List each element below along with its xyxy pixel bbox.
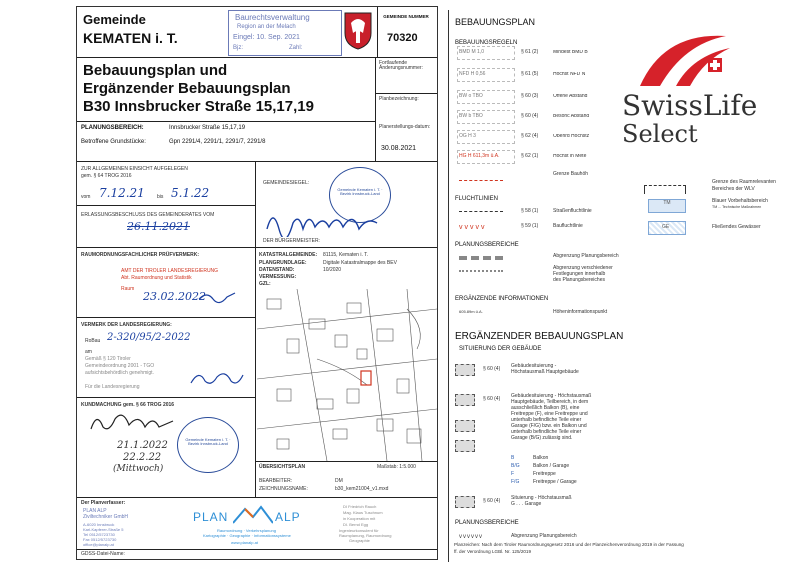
betroffene-label: Betroffene Grundstücke: (81, 139, 146, 145)
auflegung-heading2: gem. § 64 TROG 2016 (81, 173, 132, 179)
regel-para: § 60 (4) (521, 113, 539, 119)
ebp2-line: Garage (B/G) zulässig sind. (511, 435, 573, 441)
bis-value: 5.1.22 (171, 186, 210, 200)
gemeinde-nummer: 70320 (387, 32, 418, 44)
partner3: in Kooperation mit (343, 516, 376, 521)
planungsbereiche-title: PLANUNGSBEREICHE (455, 242, 519, 248)
hoehen-label: Höheninformationspunkt (553, 309, 608, 315)
ebp3a: Situierung - Höchstausmaß (511, 495, 572, 501)
gemeinde-nummer-label: GEMEINDE NUMMER (383, 14, 429, 19)
fluchtlinien-title: FLUCHTLINIEN (455, 196, 499, 202)
planverfasser-tel: Tel 0512/5723730 (83, 532, 115, 537)
abbr-key: F (511, 471, 515, 477)
plan-sheet (76, 6, 438, 560)
bearbeiter-label: BEARBEITER: (259, 478, 293, 484)
ebp2-swatch-c (455, 440, 475, 452)
gemeinde-label: Gemeinde (83, 12, 146, 27)
planverfasser-addr1: A-6020 Innsbruck (83, 522, 115, 527)
wlv-r3: Fließendes Gewässer (712, 224, 761, 230)
ebp2-swatch-b (455, 420, 475, 432)
regel-code: BMD M 1,0 (459, 49, 485, 55)
regel-code: NFD H 0,56 (459, 71, 486, 77)
mountain-icon (233, 505, 273, 525)
wlv-r1a: Grenze des Raumrelevanten (712, 179, 776, 185)
regel-desc: Besonc Abstand (553, 114, 590, 119)
landes-line5: aufsichtsbehördlich genehmigt. (85, 370, 154, 376)
regel-desc: Offene Abstand (553, 94, 588, 99)
raumordnung-date: 23.02.2022 (143, 290, 206, 303)
gemeinde-siegel-stamp: Gemeinde Kematen i. T. · Bezirk Innsbruck-Land (329, 167, 391, 223)
abbr-key: B (511, 455, 515, 461)
signature-buergermeister-1 (263, 203, 383, 237)
datenstand-label: DATENSTAND: (259, 267, 295, 273)
uebersichtsplan-label: ÜBERSICHTSPLAN (259, 464, 306, 470)
plangrundlage-label: PLANGRUNDLAGE: (259, 260, 307, 266)
partner2: Mag. Klaus Tuschnum (343, 510, 383, 515)
planungsbereiche2-title: PLANUNGSBEREICHE (455, 520, 519, 526)
bis-label: bis (157, 194, 164, 200)
landes-line3: Gemäß § 120 Tiroler (85, 356, 131, 362)
regel-code-frame (457, 90, 515, 104)
ergaenz-info-title: ERGÄNZENDE INFORMATIONEN (455, 296, 549, 302)
massstab: Maßstab: 1:5.000 (377, 464, 416, 470)
gemeindesiegel-label: GEMEINDESIEGEL: (263, 180, 310, 186)
fliessendes-gewaesser-swatch: GE (648, 221, 686, 235)
betroffene-value: Gpn 2291/4, 2291/1, 2291/7, 2291/8 (169, 139, 266, 145)
ebp1-swatch (455, 364, 475, 376)
planungsbereich-label: PLANUNGSBEREICH: (81, 125, 144, 131)
kundmachung-date2: 22.2.22 (123, 452, 162, 463)
raumordnung-stamp2: Abt. Raumordnung und Statistik (121, 275, 192, 281)
regel-desc: Mindest BMD B (553, 50, 588, 55)
regel-para: § 61 (5) (521, 71, 539, 77)
gemeinde-crest-icon (343, 11, 373, 51)
ebp1b: Höchstausmaß Hauptgebäude (511, 369, 579, 375)
ebp1-para: § 60 (4) (483, 366, 501, 372)
planverfasser-mail: office@planalp.at (83, 542, 114, 547)
planerstellungsdatum-label: Planerstellungs-datum: (379, 124, 431, 130)
regel-para: § 61 (2) (521, 49, 539, 55)
uebersichtsplan-map (257, 289, 437, 461)
regel-code-frame (457, 150, 515, 164)
footer-line1: Planzeichen: Nach dem Tiroler Raumordnungsgesetz 2016 und der Planzeichenverordnung 2019 in der Fassung (454, 542, 684, 547)
regel-desc: Oberird Höchstz (553, 134, 590, 139)
ebp2-line: Garage (F/G) bzw. ein Balkon und (511, 423, 587, 429)
regel-code-frame (457, 130, 515, 144)
buergermeister-label-1: DER BÜRGERMEISTER: (263, 238, 320, 244)
erlassung-label: ERLASSUNGSBESCHLUSS DES GEMEINDERATES VOM (81, 212, 215, 218)
abbr-value: Freitreppe / Garage (533, 479, 577, 485)
abbr-value: Balkon / Garage (533, 463, 570, 469)
ebp2-line: ausschließlich Balkon (B), eine (511, 405, 580, 411)
ebp3-swatch (455, 496, 475, 508)
title-line1: Bebauungsplan und (83, 62, 228, 79)
ebp2-swatch (455, 394, 475, 406)
regel-para: § 60 (3) (521, 93, 539, 99)
flucht2-para: § 59 (1) (521, 223, 539, 229)
flucht1-desc: Straßenfluchtlinie (553, 208, 592, 214)
planung1-label: Abgrenzung Planungsbereich (553, 253, 619, 259)
planalp-logo-left: PLAN (193, 510, 229, 524)
planerstellungsdatum: 30.08.2021 (381, 145, 417, 152)
planbezeichnung-label: Planbezeichnung: (379, 96, 419, 102)
regel-code-frame (457, 110, 515, 124)
abbr-value: Balkon (533, 455, 549, 461)
partner5: Ingenieurkonsulent für (339, 528, 379, 533)
bearbeiter: DM (335, 478, 343, 484)
strassenflucht-line (459, 211, 503, 212)
planungsbereich-value: Innsbrucker Straße 15,17,19 (169, 125, 246, 131)
wlv-border-swatch (644, 185, 686, 194)
planung2c: des Planungsbereiches (553, 277, 605, 283)
ebp2-line: Gebäudesituierung - Höchstausmaß (511, 393, 592, 399)
regel-code: OG H 3 (459, 133, 476, 139)
regel-code: BW o TBO (459, 93, 483, 99)
legend-regeln: BEBAUUNGSREGELN (455, 40, 518, 46)
kundmachung-heading: KUNDMACHUNG gem. § 66 TROG 2016 (81, 402, 175, 408)
datenstand: 10/2020 (323, 267, 342, 273)
planalp-logo-right: ALP (275, 510, 301, 524)
swiss-cross-icon (708, 58, 722, 72)
planung3-label: Abgrenzung Planungsbereich (511, 533, 577, 539)
robau-label: RoBau (85, 338, 101, 344)
ebp-title: ERGÄNZENDER BEBAUUNGSPLAN (455, 331, 624, 342)
landesregierung-heading: VERMERK DER LANDESREGIERUNG: (81, 322, 172, 328)
ebp1a: Gebäudesituierung - (511, 363, 557, 369)
situierung-label: SITUIERUNG DER GEBÄUDE (459, 346, 542, 352)
flucht2-desc: Baufluchtlinie (553, 223, 583, 229)
ebp2-para: § 60 (4) (483, 396, 501, 402)
katastralgemeinde-label: KATASTRALGEMEINDE: (259, 252, 318, 258)
landes-am: am (85, 349, 92, 355)
planverfasser-fax: Fax 0512/5723730 (83, 537, 117, 542)
planung-line1 (459, 256, 503, 260)
ebp2-line: unterhalb befindliche Teile einer (511, 417, 582, 423)
auflegung-heading1: ZUR ALLGEMEINEN EINSICHT AUFGELEGEN (81, 166, 188, 172)
title-line3: B30 Innsbrucker Straße 15,17,19 (83, 98, 314, 115)
raumordnung-stamp1: AMT DER TIROLER LANDESREGIERUNG (121, 268, 219, 274)
zeichnungsname-label: ZEICHNUNGSNAME: (259, 486, 308, 492)
signature-kundmachung (87, 407, 177, 435)
katastralgemeinde: 81115, Kematen i. T. (323, 252, 369, 258)
wlv-r2a: Blauer Vorbehaltsbereich (712, 198, 768, 204)
gzl-label: GZL: (259, 281, 271, 287)
regel-code-frame (457, 68, 515, 82)
regel-para: § 62 (1) (521, 153, 539, 159)
zeichnungsname: b30_kem21004_v1.mxd (335, 486, 389, 492)
landes-line4: Gemeindeordnung 2001 - TGO (85, 363, 155, 369)
planalp-web: www.planalp.at (231, 540, 258, 545)
baufluchtlinie-symbol: vvvvv (459, 224, 487, 231)
kundmachung-siegel-stamp: Gemeinde Kematen i. T. · Bezirk Innsbruck-Land (177, 417, 239, 473)
ebp2-line: Hauptgebäude, Teilbereich, in dem (511, 399, 589, 405)
planverfasser-addr2: Karl-Kapferer-Straße 5 (83, 527, 124, 532)
landes-line6: Für die Landesregierung (85, 384, 140, 390)
partner6: Raumplanung, Raumordnung (339, 533, 392, 538)
fortlaufende-label: Fortlaufende Änderungsnummer: (379, 60, 423, 71)
robau-value: 2-320/95/2-2022 (107, 332, 191, 343)
planung-line2 (459, 270, 503, 272)
ebp3b: G . . . Garage (511, 501, 542, 507)
wlv-r1b: Bereiches der WLV (712, 186, 755, 192)
planalp-tag1: Raumordnung · Verkehrsplanung (217, 528, 276, 533)
ebp2-line: unterhalb befindliche Teile einer (511, 429, 582, 435)
abbr-key: B/G (511, 463, 520, 469)
eingang-stamp: Baurechtsverwaltung Region an der Melach Eingel: 10. Sep. 2021 Bjz: Zahl: (228, 10, 342, 56)
grenze-line (459, 180, 503, 181)
kundmachung-date3: (Mittwoch) (113, 464, 164, 474)
flucht1-para: § 58 (1) (521, 208, 539, 214)
partner4: DI. Bernd Egg (343, 522, 369, 527)
legend-title: BEBAUUNGSPLAN (455, 17, 536, 27)
regel-code-frame (457, 46, 515, 60)
swisslife-sub: Select (622, 120, 698, 148)
swisslife-name: SwissLife (622, 89, 758, 122)
regel-para: § 62 (4) (521, 133, 539, 139)
signature-landesregierung (187, 367, 247, 391)
abbr-value: Freitreppe (533, 471, 556, 477)
planverfasser-company: PLAN ALP (83, 508, 107, 514)
regel-code: HG H 611,3m ü.A. (459, 153, 500, 159)
partner7: Geographie (349, 538, 370, 543)
gdss-label: GDSS-Datei-Name: (81, 551, 125, 557)
raum-label: Raum (121, 286, 135, 292)
planverfasser-company-sub: Ziviltechniker GmbH (83, 514, 129, 520)
kundmachung-date1: 21.1.2022 (117, 440, 168, 451)
grenze-label: Grenze Bauhöh (553, 171, 589, 177)
regel-code: BW b TBO (459, 113, 483, 119)
partner1: DI Friedrich Rauch (343, 504, 377, 509)
hoehen-code: 605.89m ü.A. (459, 309, 483, 314)
footer-line2: ff. der Verordnung LGBl. Nr. 125/2019 (454, 549, 532, 554)
planung2a: Abgrenzung verschiedener (553, 265, 613, 271)
abbr-key: F/G (511, 479, 520, 485)
ebp3-para: § 60 (4) (483, 498, 501, 504)
planung3-symbol: vvvvvv (459, 534, 483, 540)
planverfasser-label: Der Planverfasser: (81, 500, 126, 506)
blauer-vorbehalt-swatch: TM (648, 199, 686, 213)
vom-label: vom (81, 194, 91, 200)
signature-raumordnung (197, 289, 237, 305)
swisslife-badge (602, 0, 800, 150)
title-line2: Ergänzender Bebauungsplan (83, 80, 291, 97)
legend-panel (448, 10, 624, 562)
raumordnung-heading: RAUMORDNUNGSFACHLICHER PRÜFVERMERK: (81, 252, 200, 258)
regel-desc: Höchst NFD N (553, 72, 586, 77)
regel-desc: Höchst in Mete (553, 154, 587, 159)
ebp2-line: Freitreppe (F), eine Freitreppe und (511, 411, 588, 417)
gemeinde-name: KEMATEN i. T. (83, 30, 178, 46)
vermessung-label: VERMESSUNG: (259, 274, 297, 280)
erlassung-value: 26.11.2021 (127, 220, 190, 233)
wlv-r2b: TM ... Technische Maßnahmen (712, 205, 762, 209)
planalp-tag2: Kartographie · Geographie · Informationssysteme (203, 533, 291, 538)
plangrundlage: Digitale Katastralmappe des BEV (323, 260, 397, 266)
vom-value: 7.12.21 (99, 186, 145, 200)
planung2b: Festlegungen innerhalb (553, 271, 606, 277)
